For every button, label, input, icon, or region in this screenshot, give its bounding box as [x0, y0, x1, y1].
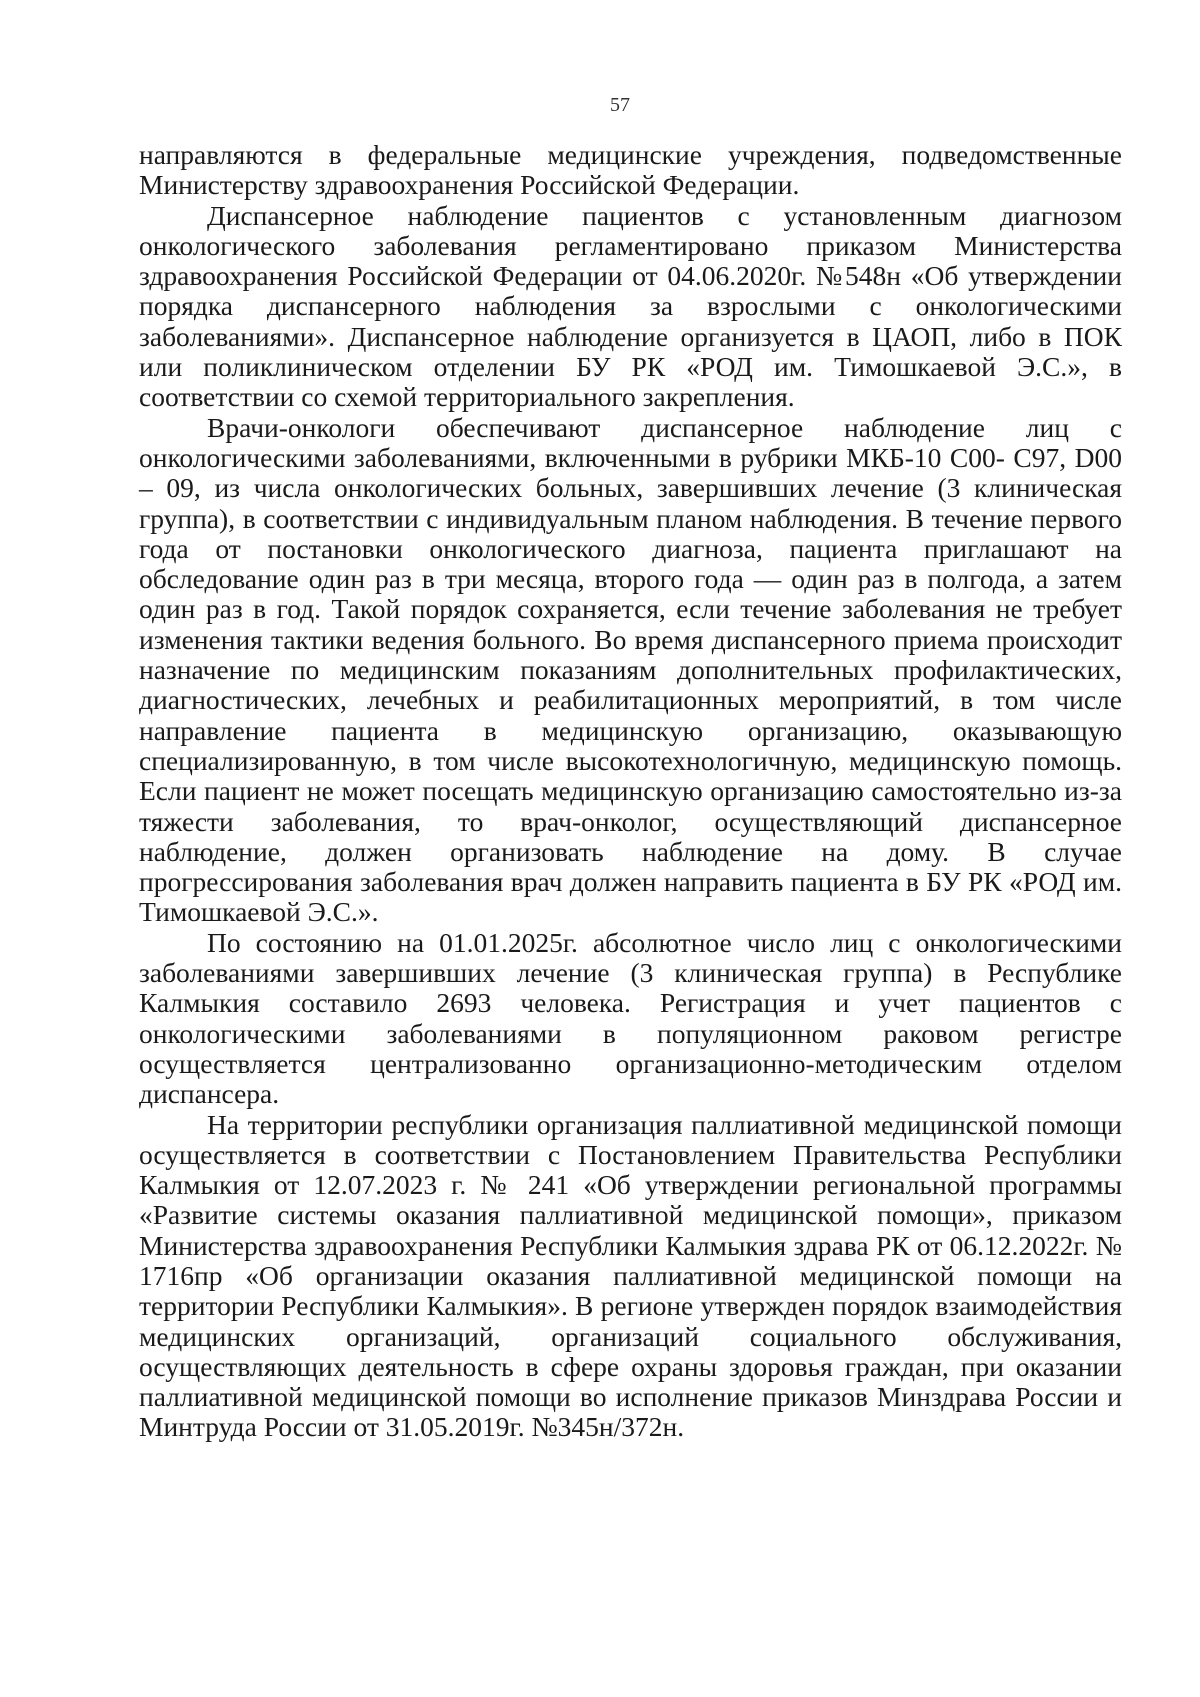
paragraph-dispensary-observation: Диспансерное наблюдение пациентов с установленным диагнозом онкологического заболевания регламентировано приказом Министерства здравоохранения Российской Федерации от 04.06.2020г. №548н «Об утверждении порядка диспансерного наблюдения за взрослыми с онкологическими заболеваниями». Диспансерное наблюдение организуется в ЦАОП, либо в ПОК или поликлиническом отделении БУ РК «РОД им. Тимошкаевой Э.С.», в соответствии со схемой территориального закрепления. — [139, 199, 1122, 413]
paragraph-continuation: направляются в федеральные медицинские учреждения, подведомственные Министерству здравоохранения Российской Федерации. — [139, 139, 1122, 201]
paragraph-palliative-care: На территории республики организация паллиативной медицинской помощи осуществляется в соответствии с Постановлением Правительства Республики Калмыкия от 12.07.2023 г. № 241 «Об утверждении региональной программы «Развитие системы оказания паллиативной медицинской помощи», приказом Министерства здравоохранения Республики Калмыкия здрава РК от 06.12.2022г. № 1716пр «Об организации оказания паллиативной медицинской помощи на территории Республики Калмыкия». В регионе утвержден порядок взаимодействия медицинских организаций, организаций социального обслуживания, осуществляющих деятельность в сфере охраны здоровья граждан, при оказании паллиативной медицинской помощи во исполнение приказов Минздрава России и Минтруда России от 31.05.2019г. №345н/372н. — [139, 1108, 1122, 1443]
document-body — [139, 140, 1122, 1443]
paragraph-statistics: По состоянию на 01.01.2025г. абсолютное число лиц с онкологическими заболеваниями завершивших лечение (3 клиническая группа) в Республике Калмыкия составило 2693 человека. Регистрация и учет пациентов с онкологическими заболеваниями в популяционном раковом регистре осуществляется централизованно организационно-методическим отделом диспансера. — [139, 926, 1122, 1110]
paragraph-oncologists: Врачи-онкологи обеспечивают диспансерное наблюдение лиц с онкологическими заболеваниями, включенными в рубрики МКБ-10 С00- С97, D00 – 09, из числа онкологических больных, завершивших лечение (3 клиническая группа), в соответствии с индивидуальным планом наблюдения. В течение первого года от постановки онкологического диагноза, пациента приглашают на обследование один раз в три месяца, второго года — один раз в полгода, а затем один раз в год. Такой порядок сохраняется, если течение заболевания не требует изменения тактики ведения больного. Во время диспансерного приема происходит назначение по медицинским показаниям дополнительных профилактических, диагностических, лечебных и реабилитационных мероприятий, в том числе направление пациента в медицинскую организацию, оказывающую специализированную, в том числе высокотехнологичную, медицинскую помощь. Если пациент не может посещать медицинскую организацию самостоятельно из-за тяжести заболевания, то врач-онколог, осуществляющий диспансерное наблюдение, должен организовать наблюдение на дому. В случае прогрессирования заболевания врач должен направить пациента в БУ РК «РОД им. Тимошкаевой Э.С.». — [139, 411, 1122, 928]
page-number: 57 — [610, 94, 630, 116]
